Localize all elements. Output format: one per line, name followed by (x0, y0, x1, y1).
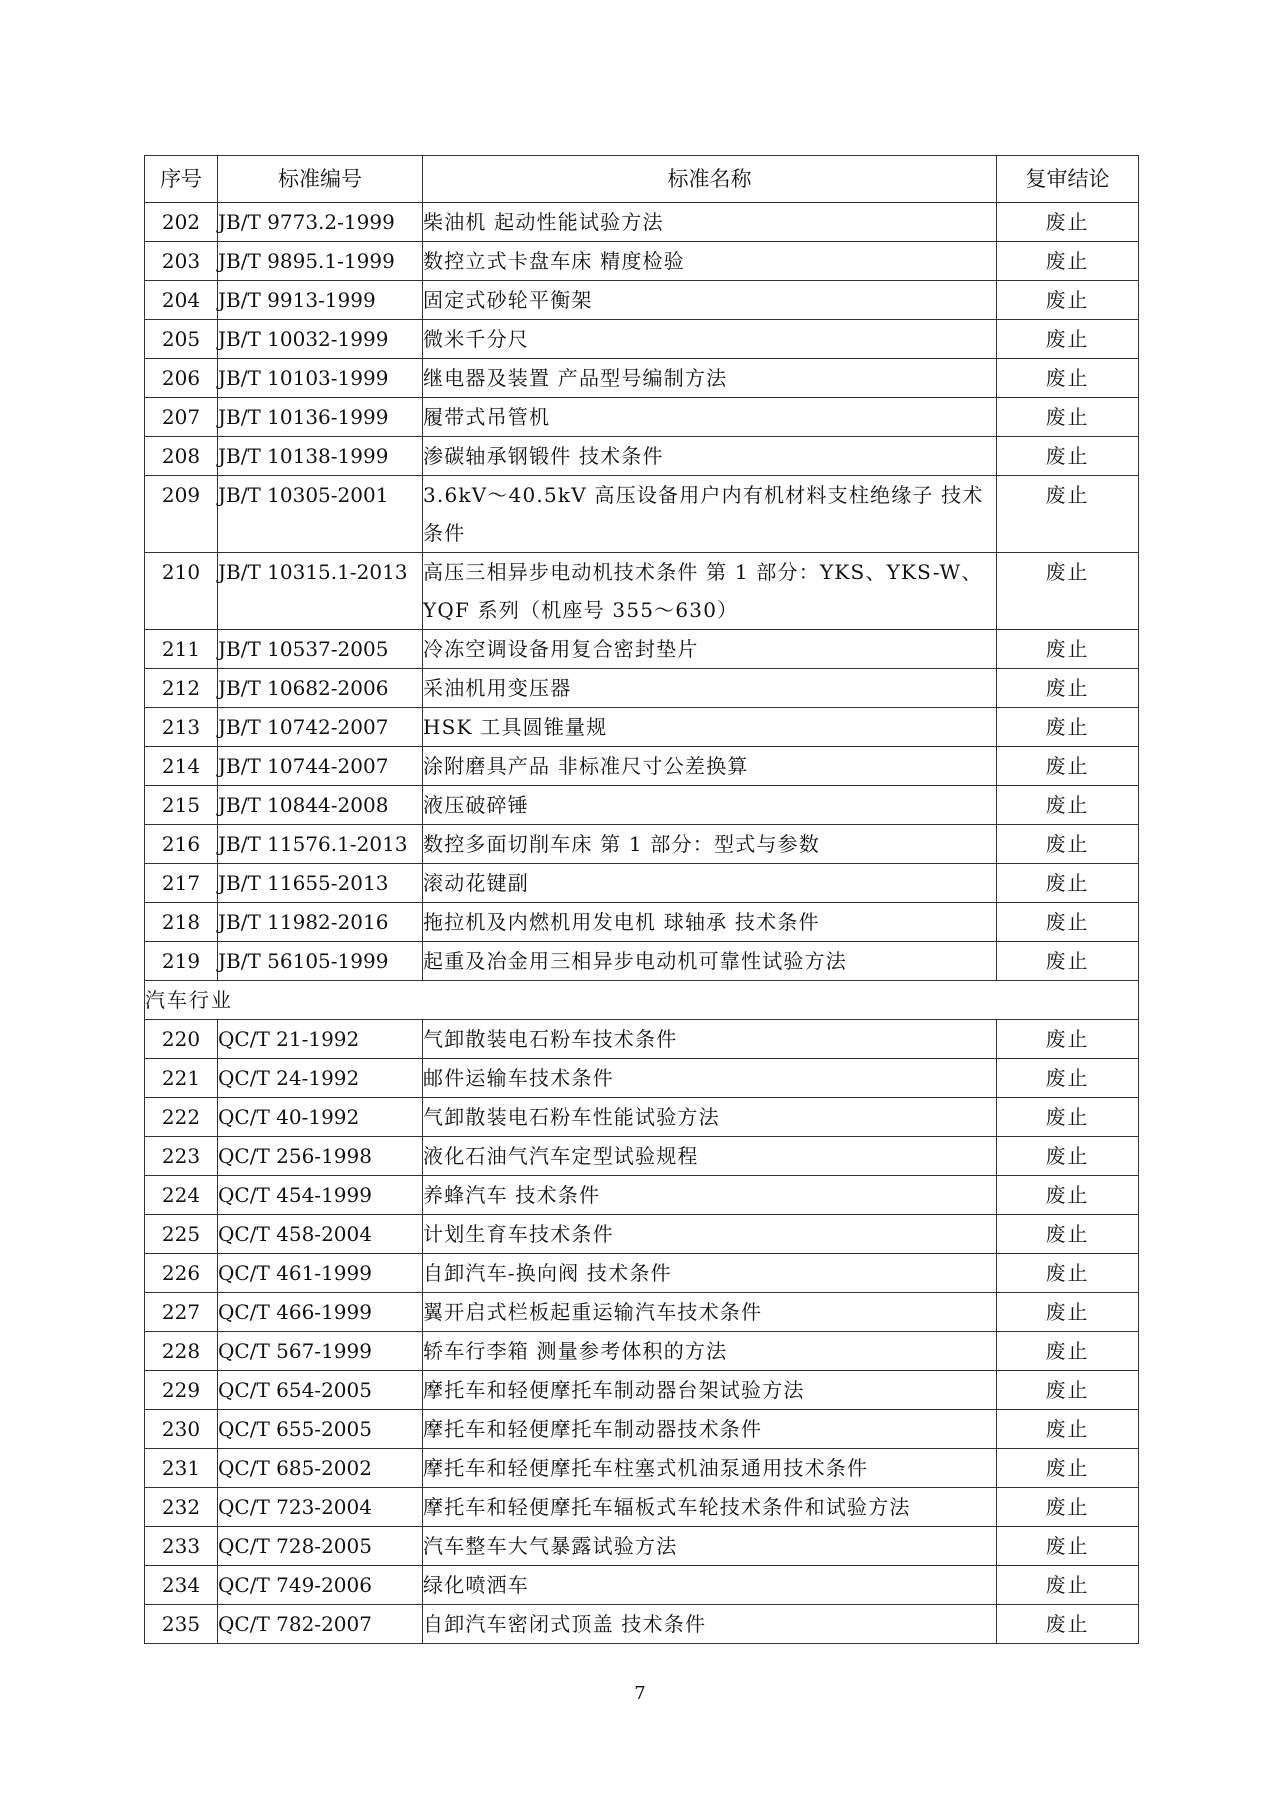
cell-standard-name: 微米千分尺 (423, 320, 997, 359)
table-row (145, 203, 1139, 242)
cell-standard-name: 3.6kV～40.5kV 高压设备用户内有机材料支柱绝缘子 技术条件 (423, 476, 997, 553)
cell-standard-code: JB/T 10136-1999 (218, 398, 423, 437)
cell-review-result: 废止 (997, 747, 1139, 786)
cell-standard-code: QC/T 24-1992 (218, 1059, 423, 1098)
cell-standard-code: JB/T 10537-2005 (218, 630, 423, 669)
cell-standard-name: 滚动花键副 (423, 864, 997, 903)
table-row (145, 747, 1139, 786)
cell-review-result: 废止 (997, 1410, 1139, 1449)
cell-standard-code: QC/T 458-2004 (218, 1215, 423, 1254)
cell-review-result: 废止 (997, 1098, 1139, 1137)
table-row (145, 437, 1139, 476)
cell-review-result: 废止 (997, 825, 1139, 864)
cell-serial-no: 214 (145, 747, 218, 786)
cell-standard-name: HSK 工具圆锥量规 (423, 708, 997, 747)
cell-standard-name: 数控立式卡盘车床 精度检验 (423, 242, 997, 281)
cell-review-result: 废止 (997, 1020, 1139, 1059)
table-header-row (145, 156, 1139, 203)
table-row (145, 1605, 1139, 1644)
cell-serial-no: 228 (145, 1332, 218, 1371)
cell-standard-name: 轿车行李箱 测量参考体积的方法 (423, 1332, 997, 1371)
cell-standard-code: QC/T 685-2002 (218, 1449, 423, 1488)
cell-serial-no: 230 (145, 1410, 218, 1449)
cell-serial-no: 207 (145, 398, 218, 437)
cell-review-result: 废止 (997, 708, 1139, 747)
cell-serial-no: 216 (145, 825, 218, 864)
cell-standard-code: JB/T 11655-2013 (218, 864, 423, 903)
cell-standard-name: 气卸散装电石粉车技术条件 (423, 1020, 997, 1059)
cell-review-result: 废止 (997, 1488, 1139, 1527)
cell-serial-no: 223 (145, 1137, 218, 1176)
cell-review-result: 废止 (997, 1527, 1139, 1566)
cell-serial-no: 217 (145, 864, 218, 903)
cell-standard-code: JB/T 10744-2007 (218, 747, 423, 786)
standards-review-table (144, 155, 1139, 1644)
cell-serial-no: 218 (145, 903, 218, 942)
header-review-result: 复审结论 (997, 156, 1139, 203)
cell-standard-name: 液压破碎锤 (423, 786, 997, 825)
cell-serial-no: 227 (145, 1293, 218, 1332)
cell-standard-code: QC/T 454-1999 (218, 1176, 423, 1215)
cell-standard-code: JB/T 11576.1-2013 (218, 825, 423, 864)
cell-serial-no: 219 (145, 942, 218, 981)
table-row (145, 903, 1139, 942)
table-row (145, 1176, 1139, 1215)
table-row (145, 708, 1139, 747)
cell-serial-no: 213 (145, 708, 218, 747)
header-standard-name: 标准名称 (423, 156, 997, 203)
table-row (145, 281, 1139, 320)
cell-review-result: 废止 (997, 320, 1139, 359)
cell-standard-code: QC/T 655-2005 (218, 1410, 423, 1449)
table-row (145, 1020, 1139, 1059)
cell-serial-no: 210 (145, 553, 218, 630)
cell-serial-no: 211 (145, 630, 218, 669)
cell-standard-name: 数控多面切削车床 第 1 部分：型式与参数 (423, 825, 997, 864)
cell-serial-no: 234 (145, 1566, 218, 1605)
table-row (145, 942, 1139, 981)
table-row (145, 1137, 1139, 1176)
cell-review-result: 废止 (997, 1371, 1139, 1410)
cell-serial-no: 220 (145, 1020, 218, 1059)
cell-standard-name: 自卸汽车-换向阀 技术条件 (423, 1254, 997, 1293)
cell-standard-code: JB/T 10682-2006 (218, 669, 423, 708)
cell-standard-name: 涂附磨具产品 非标准尺寸公差换算 (423, 747, 997, 786)
cell-standard-code: JB/T 10315.1-2013 (218, 553, 423, 630)
table-row (145, 1527, 1139, 1566)
cell-standard-code: QC/T 466-1999 (218, 1293, 423, 1332)
table-row (145, 476, 1139, 553)
cell-review-result: 废止 (997, 1293, 1139, 1332)
cell-review-result: 废止 (997, 903, 1139, 942)
cell-review-result: 废止 (997, 1449, 1139, 1488)
table-row (145, 1293, 1139, 1332)
cell-review-result: 废止 (997, 242, 1139, 281)
cell-serial-no: 224 (145, 1176, 218, 1215)
cell-review-result: 废止 (997, 281, 1139, 320)
cell-review-result: 废止 (997, 203, 1139, 242)
table-row (145, 553, 1139, 630)
cell-standard-name: 养蜂汽车 技术条件 (423, 1176, 997, 1215)
cell-standard-name: 气卸散装电石粉车性能试验方法 (423, 1098, 997, 1137)
cell-standard-name: 冷冻空调设备用复合密封垫片 (423, 630, 997, 669)
table-row (145, 825, 1139, 864)
cell-review-result: 废止 (997, 1566, 1139, 1605)
table-row (145, 1215, 1139, 1254)
cell-review-result: 废止 (997, 1176, 1139, 1215)
table-row (145, 1254, 1139, 1293)
cell-standard-name: 采油机用变压器 (423, 669, 997, 708)
table-row (145, 1410, 1139, 1449)
cell-standard-name: 继电器及装置 产品型号编制方法 (423, 359, 997, 398)
cell-standard-code: QC/T 749-2006 (218, 1566, 423, 1605)
cell-serial-no: 235 (145, 1605, 218, 1644)
cell-standard-name: 摩托车和轻便摩托车制动器技术条件 (423, 1410, 997, 1449)
cell-standard-code: QC/T 723-2004 (218, 1488, 423, 1527)
cell-review-result: 废止 (997, 630, 1139, 669)
cell-serial-no: 208 (145, 437, 218, 476)
cell-standard-name: 渗碳轴承钢锻件 技术条件 (423, 437, 997, 476)
table-row (145, 1371, 1139, 1410)
cell-standard-code: QC/T 567-1999 (218, 1332, 423, 1371)
cell-serial-no: 229 (145, 1371, 218, 1410)
cell-serial-no: 203 (145, 242, 218, 281)
cell-serial-no: 202 (145, 203, 218, 242)
cell-serial-no: 209 (145, 476, 218, 553)
cell-standard-code: QC/T 40-1992 (218, 1098, 423, 1137)
cell-standard-name: 邮件运输车技术条件 (423, 1059, 997, 1098)
cell-serial-no: 233 (145, 1527, 218, 1566)
section-row (145, 981, 1139, 1020)
cell-standard-code: QC/T 21-1992 (218, 1020, 423, 1059)
cell-standard-name: 履带式吊管机 (423, 398, 997, 437)
table-body-automotive (145, 1020, 1139, 1644)
cell-standard-code: QC/T 461-1999 (218, 1254, 423, 1293)
table-row (145, 1098, 1139, 1137)
cell-standard-code: JB/T 9895.1-1999 (218, 242, 423, 281)
table-row (145, 669, 1139, 708)
cell-standard-code: JB/T 10742-2007 (218, 708, 423, 747)
header-serial-no: 序号 (145, 156, 218, 203)
table-row (145, 864, 1139, 903)
cell-standard-code: JB/T 9913-1999 (218, 281, 423, 320)
cell-review-result: 废止 (997, 398, 1139, 437)
cell-review-result: 废止 (997, 864, 1139, 903)
cell-standard-code: JB/T 9773.2-1999 (218, 203, 423, 242)
cell-serial-no: 204 (145, 281, 218, 320)
cell-serial-no: 221 (145, 1059, 218, 1098)
cell-review-result: 废止 (997, 1254, 1139, 1293)
header-standard-code: 标准编号 (218, 156, 423, 203)
cell-standard-name: 摩托车和轻便摩托车制动器台架试验方法 (423, 1371, 997, 1410)
cell-standard-code: QC/T 782-2007 (218, 1605, 423, 1644)
table-row (145, 1332, 1139, 1371)
cell-serial-no: 222 (145, 1098, 218, 1137)
cell-review-result: 废止 (997, 437, 1139, 476)
cell-standard-code: JB/T 10032-1999 (218, 320, 423, 359)
cell-standard-name: 高压三相异步电动机技术条件 第 1 部分：YKS、YKS-W、YQF 系列（机座号 355～630） (423, 553, 997, 630)
cell-standard-name: 起重及冶金用三相异步电动机可靠性试验方法 (423, 942, 997, 981)
cell-standard-name: 液化石油气汽车定型试验规程 (423, 1137, 997, 1176)
cell-review-result: 废止 (997, 1605, 1139, 1644)
cell-standard-code: JB/T 56105-1999 (218, 942, 423, 981)
cell-serial-no: 231 (145, 1449, 218, 1488)
cell-review-result: 废止 (997, 476, 1139, 553)
cell-standard-code: JB/T 11982-2016 (218, 903, 423, 942)
table-row (145, 1449, 1139, 1488)
table-row (145, 398, 1139, 437)
page-number: 7 (634, 1683, 646, 1704)
table-row (145, 359, 1139, 398)
table-row (145, 630, 1139, 669)
cell-review-result: 废止 (997, 359, 1139, 398)
cell-standard-name: 柴油机 起动性能试验方法 (423, 203, 997, 242)
cell-standard-code: QC/T 728-2005 (218, 1527, 423, 1566)
cell-review-result: 废止 (997, 1137, 1139, 1176)
cell-standard-name: 计划生育车技术条件 (423, 1215, 997, 1254)
table-body-machinery (145, 203, 1139, 981)
cell-standard-name: 绿化喷洒车 (423, 1566, 997, 1605)
cell-standard-name: 拖拉机及内燃机用发电机 球轴承 技术条件 (423, 903, 997, 942)
section-title: 汽车行业 (145, 981, 1139, 1020)
cell-standard-code: QC/T 654-2005 (218, 1371, 423, 1410)
table-row (145, 320, 1139, 359)
table-row (145, 1488, 1139, 1527)
cell-review-result: 废止 (997, 786, 1139, 825)
cell-standard-name: 固定式砂轮平衡架 (423, 281, 997, 320)
cell-serial-no: 226 (145, 1254, 218, 1293)
cell-standard-code: JB/T 10844-2008 (218, 786, 423, 825)
cell-standard-code: QC/T 256-1998 (218, 1137, 423, 1176)
cell-review-result: 废止 (997, 669, 1139, 708)
cell-review-result: 废止 (997, 1332, 1139, 1371)
table-section-automotive (145, 981, 1139, 1020)
cell-standard-name: 自卸汽车密闭式顶盖 技术条件 (423, 1605, 997, 1644)
cell-review-result: 废止 (997, 1215, 1139, 1254)
cell-standard-code: JB/T 10305-2001 (218, 476, 423, 553)
cell-standard-code: JB/T 10103-1999 (218, 359, 423, 398)
cell-standard-name: 摩托车和轻便摩托车辐板式车轮技术条件和试验方法 (423, 1488, 997, 1527)
cell-standard-code: JB/T 10138-1999 (218, 437, 423, 476)
cell-serial-no: 205 (145, 320, 218, 359)
cell-standard-name: 摩托车和轻便摩托车柱塞式机油泵通用技术条件 (423, 1449, 997, 1488)
cell-standard-name: 汽车整车大气暴露试验方法 (423, 1527, 997, 1566)
cell-serial-no: 212 (145, 669, 218, 708)
cell-review-result: 废止 (997, 942, 1139, 981)
table-row (145, 786, 1139, 825)
table-row (145, 1566, 1139, 1605)
cell-serial-no: 215 (145, 786, 218, 825)
table-row (145, 242, 1139, 281)
cell-serial-no: 206 (145, 359, 218, 398)
cell-serial-no: 225 (145, 1215, 218, 1254)
cell-serial-no: 232 (145, 1488, 218, 1527)
cell-standard-name: 翼开启式栏板起重运输汽车技术条件 (423, 1293, 997, 1332)
cell-review-result: 废止 (997, 553, 1139, 630)
cell-review-result: 废止 (997, 1059, 1139, 1098)
table-row (145, 1059, 1139, 1098)
